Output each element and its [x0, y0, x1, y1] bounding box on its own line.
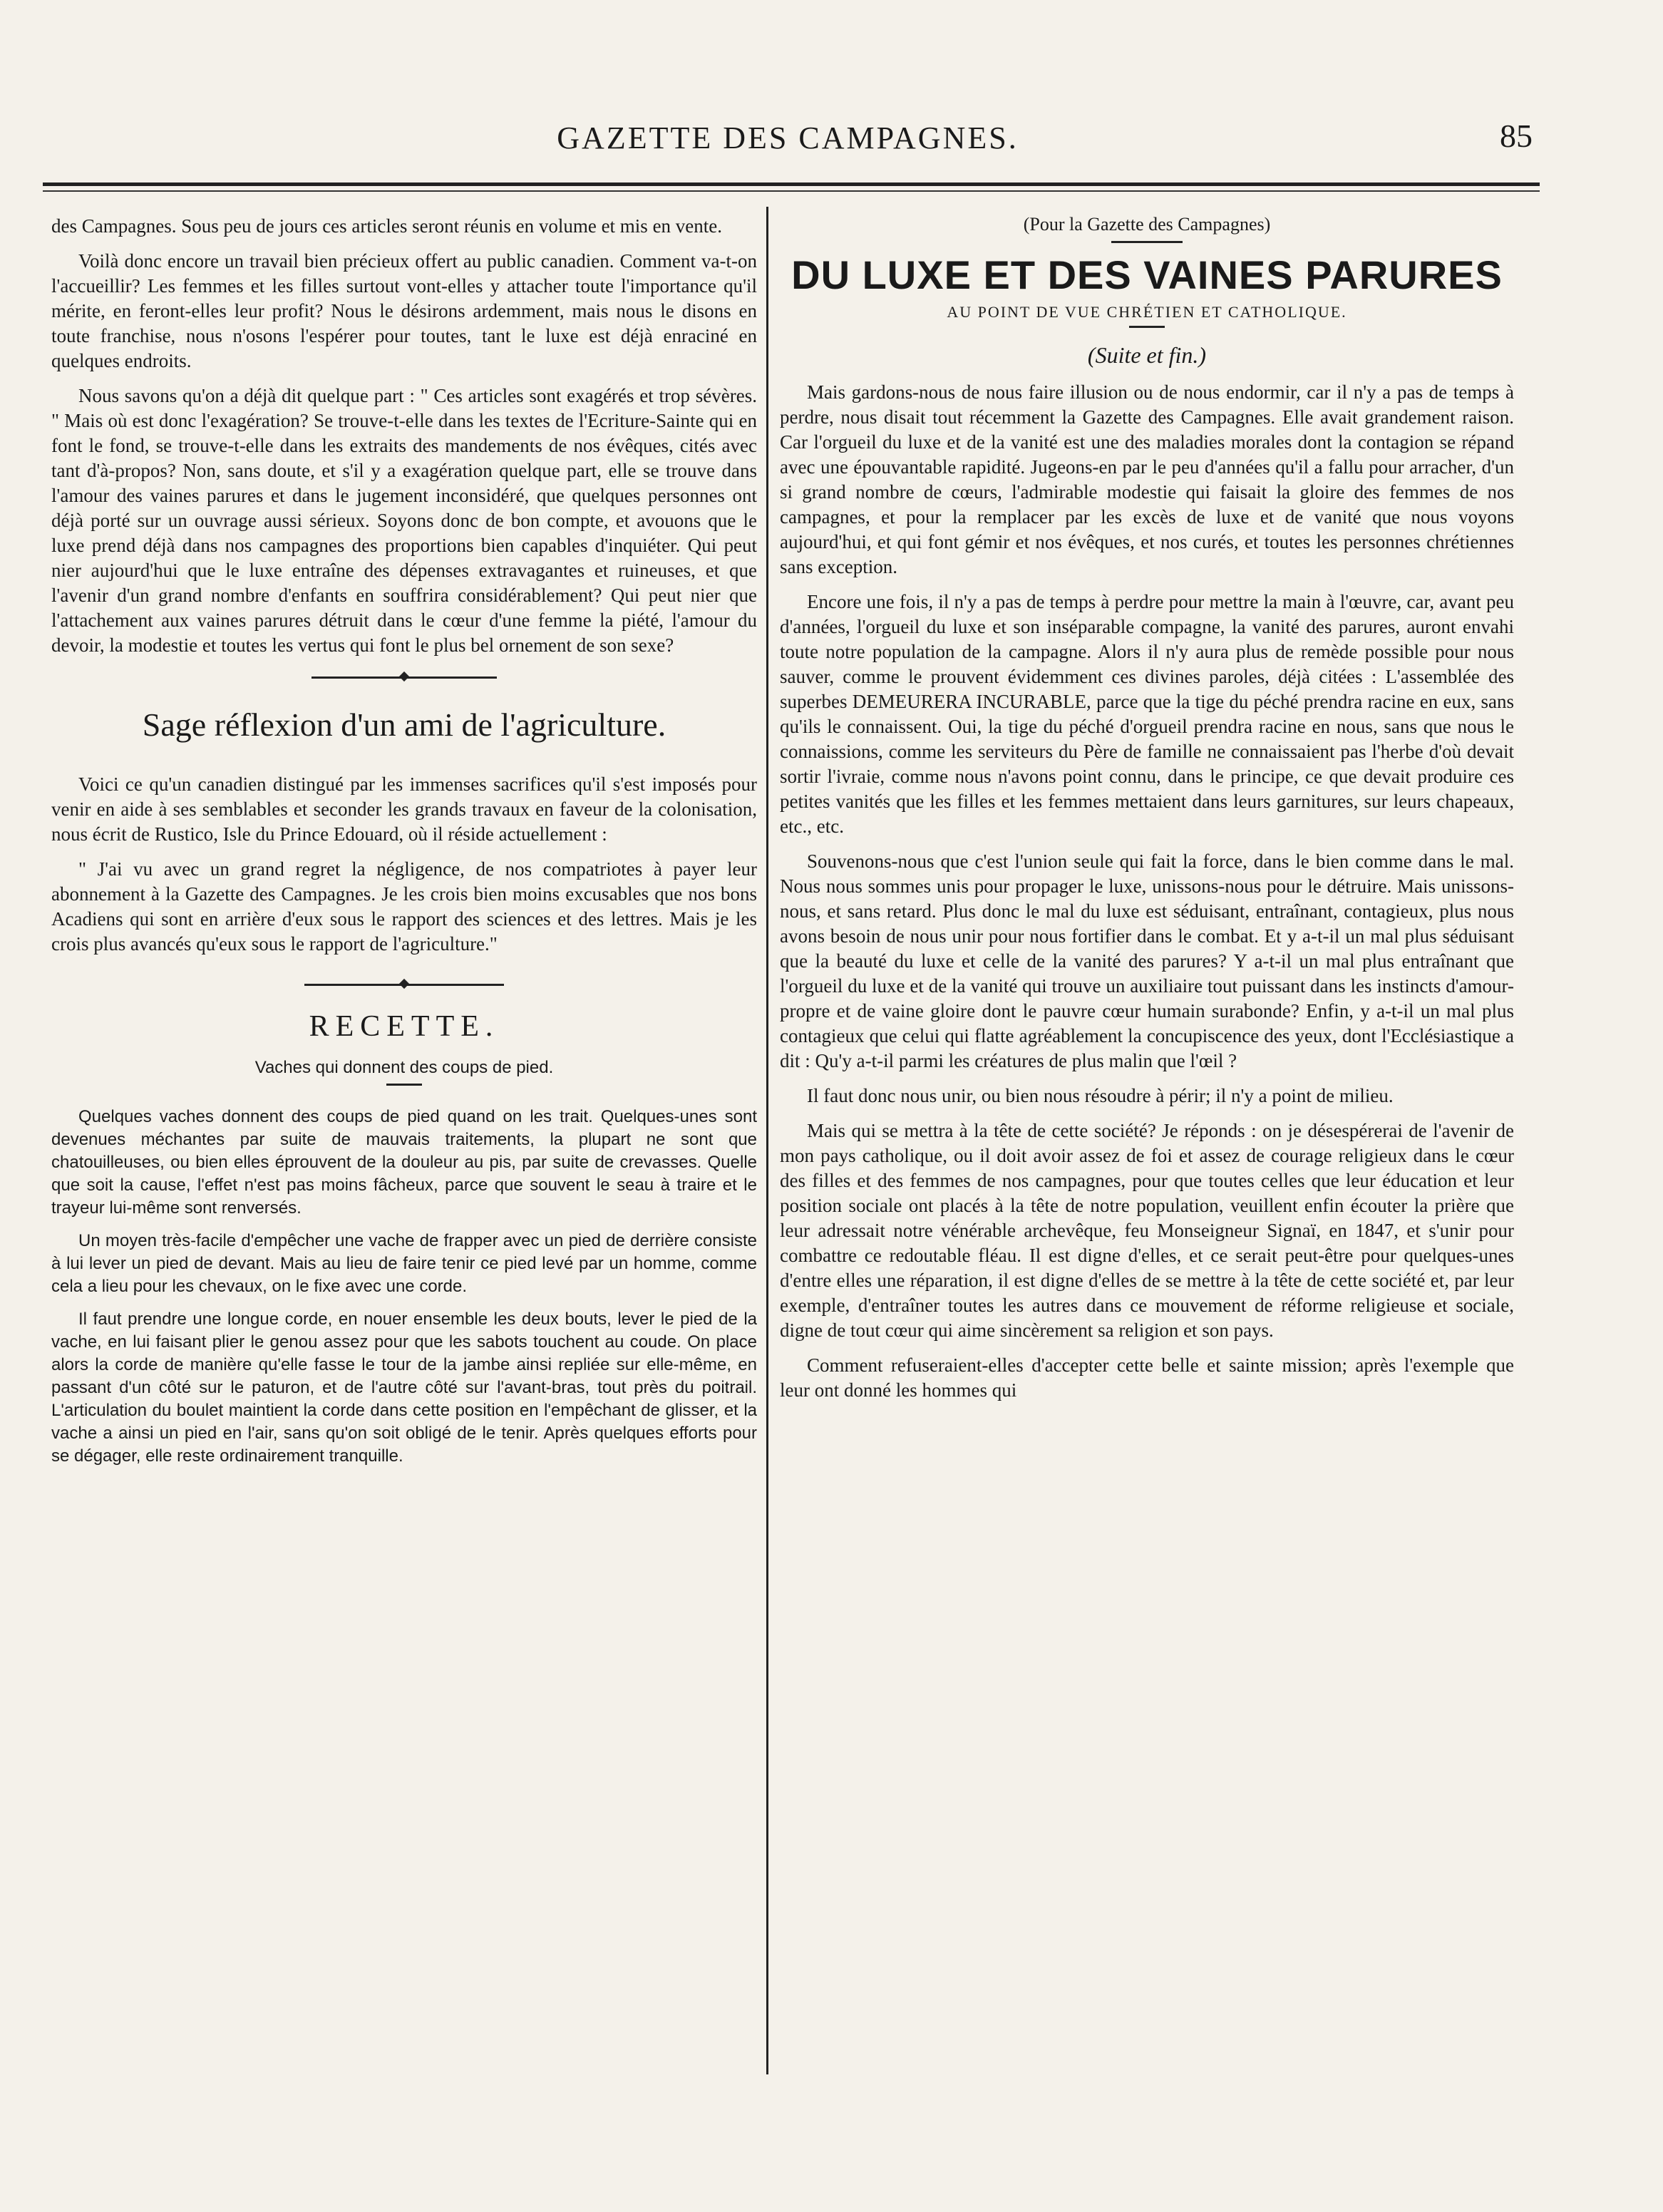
header-rule — [43, 182, 1540, 186]
section-ornament — [304, 981, 504, 988]
left-column — [51, 214, 757, 1478]
article-paragraph: Mais gardons-nous de nous faire illusion ou de nous endormir, car il n'y a pas de temps à perdre, nous disait tout récemment la Gazette des Campagnes. Elle avait grandement raison. Car l'orgueil du luxe et de la vanité est une des maladies morales dont la contagion se répand avec une épouvantable rapidité. Jugeons-en par le peu d'années qu'il a fallu pour arracher, d'un si grand nombre de cœurs, l'admirable modestie qui faisait la gloire des femmes de nos campagnes, et pour la remplacer par les excès de luxe et de vanité que nous voyons aujourd'hui, et qui font gémir et nos évêques, et nos curés, et toutes les personnes chrétiennes sans exception. — [780, 381, 1514, 577]
reflexion-heading: Sage réflexion d'un ami de l'agriculture. — [142, 706, 666, 743]
short-rule — [1129, 326, 1165, 328]
short-rule — [1111, 241, 1183, 243]
recette-paragraph: Un moyen très-facile d'empêcher une vache de frapper avec un pied de derrière consiste à lui lever un pied de devant. Mais au lieu de faire tenir ce pied levé par un homme, comme cela a lieu pour les chevaux, on le fixe avec une corde. — [51, 1231, 757, 1296]
section-ornament — [312, 674, 497, 681]
reflexion-quote: " J'ai vu avec un grand regret la négligence, de nos compatriotes à payer leur abonnement à la Gazette des Campagnes. Je les crois bien moins excusables que nos bons Acadiens qui sont en arrière d'eux sous le rapport des sciences et des lettres. Mais je les crois plus avancés qu'eux sous le rapport de l'agriculture." — [51, 858, 757, 955]
article-paragraph: Souvenons-nous que c'est l'union seule qui fait la force, dans le bien comme dans le mal. Nous nous sommes unis pour propager le luxe, unissons-nous pour le détruire. Mais unissons-nous, et sans retard. Plus donc le mal du luxe est séduisant, entraînant, contagieux, plus nous avons besoin de nous unir pour nous fortifier dans le combat. Et y a-t-il un mal plus séduisant que la beauté du luxe et celle de la vanité des parures? Y a-t-il un mal plus entraînant que l'orgueil du luxe et de la vanité qui trouve un auxiliaire tout puissant dans les instincts d'amour-propre et de vaine gloire dont le pauvre cœur humain surabonde? Enfin, y a-t-il un mal plus contagieux que celui qui flatte agréablement la concupiscence des yeux, dont l'Ecclésiastique a dit : Qu'y a-t-il parmi les créatures de plus malin que l'œil ? — [780, 850, 1514, 1071]
article-credit: (Pour la Gazette des Campagnes) — [1023, 214, 1271, 235]
intro-paragraph: Nous savons qu'on a déjà dit quelque part : " Ces articles sont exagérés et trop sévères. " Mais où est donc l'exagération? Se trouve-t-elle dans les textes de l'Ecriture-Sainte qui en font le fond, se trouve-t-elle dans les extraits des mandements de nos évêques, cités avec tant d'à-propos? Non, sans doute, et s'il y a exagération quelque part, elle se trouve dans l'amour des vaines parures et dans le jugement inconsidéré, que quelques personnes ont déjà porté sur un ouvrage aussi sérieux. Soyons donc de bon compte, et avouons que le luxe prend déjà dans nos campagnes des proportions bien capables d'inquiéter. Qui peut nier aujourd'hui que le luxe entraîne des dépenses extravagantes et ruineuses, et que l'avenir d'un grand nombre d'enfants en souffrira considérablement? Qui peut nier que l'attachement aux vaines parures détruit dans le cœur d'une femme la piété, l'amour du devoir, la modestie et toutes les vertus qui font le plus bel ornement de son sexe? — [51, 385, 757, 656]
article-paragraph: Encore une fois, il n'y a pas de temps à perdre pour mettre la main à l'œuvre, car, avant peu d'années, l'orgueil du luxe et son inséparable compagne, la vanité des parures, auront envahi toute notre population de la campagne. Alors il n'y aura plus de remède possible pour nous sauver, comme le prouvent évidemment ces divines paroles, déjà citées : L'assemblée des superbes DEMEURERA INCURABLE, parce que la tige du péché prendra racine en eux, sans qu'ils le connaissent. Oui, la tige du péché d'orgueil prendra racine en nous, sans que nous le connaissions, comme les serviteurs du Père de famille ne connaissaient pas l'herbe d'où devait sortir l'ivraie, comme nous n'avons point connu, dans le principe, ce que devait produire ces petites vanités que les filles et les femmes mettaient dans leurs garnitures, sur leurs chapeaux, etc., etc. — [780, 591, 1514, 837]
article-paragraph: Il faut donc nous unir, ou bien nous résoudre à périr; il n'y a point de milieu. — [807, 1085, 1394, 1106]
recette-subtitle: Vaches qui donnent des coups de pied. — [254, 1058, 554, 1077]
article-subtitle: AU POINT DE VUE CHRÉTIEN ET CATHOLIQUE. — [947, 303, 1347, 321]
newspaper-title: GAZETTE DES CAMPAGNES. — [557, 120, 1019, 155]
header-rule-thin — [43, 190, 1540, 192]
article-continuation: (Suite et fin.) — [1087, 342, 1207, 368]
article-title: DU LUXE ET DES VAINES PARURES — [791, 252, 1503, 297]
page-number: 85 — [1500, 118, 1533, 154]
recette-heading: RECETTE. — [309, 1010, 500, 1043]
recette-paragraph: Quelques vaches donnent des coups de pied quand on les trait. Quelques-unes sont devenues méchantes par suite de mauvais traitements, la plupart ne sont que chatouilleuses, ou bien elles éprouvent de la douleur au pis, par suite de crevasses. Quelle que soit la cause, l'effet n'est pas moins fâcheux, parce que souvent le seau à traire et le trayeur lui-même sont renversés. — [51, 1107, 757, 1218]
intro-paragraph: Voilà donc encore un travail bien précieux offert au public canadien. Comment va-t-on l'accueillir? Les femmes et les filles surtout vont-elles y attacher toute l'importance qu'il mérite, en feront-elles leur profit? Nous le désirons ardemment, mais nous le disons en toute franchise, nous n'osons l'espérer pour toutes, tant le luxe est déjà enraciné en quelques endroits. — [51, 250, 757, 371]
article-paragraph: Mais qui se mettra à la tête de cette société? Je réponds : on je désespérerai de l'avenir de mon pays catholique, ou il doit avoir assez de foi et assez de courage religieux dans le cœur des filles et des femmes de nos campagnes, pour que toutes celles que leur éducation et leur position sociale ont placés à la tête de notre population, veuillent enfin écouter la prière que leur adressait notre vénérable archevêque, feu Monseigneur Signaï, en 1847, et s'unir pour combattre ce redoutable fléau. Il est digne d'elles, et ce serait peut-être pour quelques-unes d'entre elles une réparation, il est digne d'elles de se mettre à la tête de cette société et, par leur exemple, d'entraîner toutes les autres dans ce mouvement de réforme religieuse et sociale, digne de tout cœur qui aime sincèrement sa religion et son pays. — [780, 1120, 1514, 1341]
article-paragraph: Comment refuseraient-elles d'accepter cette belle et sainte mission; après l'exemple que leur ont donné les hommes qui — [780, 1354, 1514, 1401]
column-divider — [766, 207, 768, 2074]
recette-body — [51, 1106, 757, 1468]
reflexion-paragraph: Voici ce qu'un canadien distingué par les immenses sacrifices qu'il s'est imposés pour venir en aide à ses semblables et seconder les grands travaux en faveur de la colonisation, nous écrit de Rustico, Isle du Prince Edouard, où il réside actuellement : — [51, 773, 757, 845]
intro-paragraph: des Campagnes. Sous peu de jours ces articles seront réunis en volume et mis en vente. — [51, 215, 723, 237]
masthead — [43, 107, 1533, 185]
recette-paragraph: Il faut prendre une longue corde, en nouer ensemble les deux bouts, lever le pied de la vache, en lui faisant plier le genou assez pour que les sabots touchent au coude. On place alors la corde de manière qu'elle fasse le tour de la jambe ainsi repliée sur elle-même, en passant d'un côté sur le paturon, et de l'autre côté sur l'avant-bras, tout près du poitrail. L'articulation du boulet maintient la corde dans cette position en l'empêchant de glisser, et la vache a ainsi un pied en l'air, sans qu'on soit obligé de le tenir. Après quelques efforts pour se dégager, elle reste ordinairement tranquille. — [51, 1310, 757, 1466]
short-rule — [386, 1084, 422, 1086]
right-column — [780, 214, 1514, 1413]
